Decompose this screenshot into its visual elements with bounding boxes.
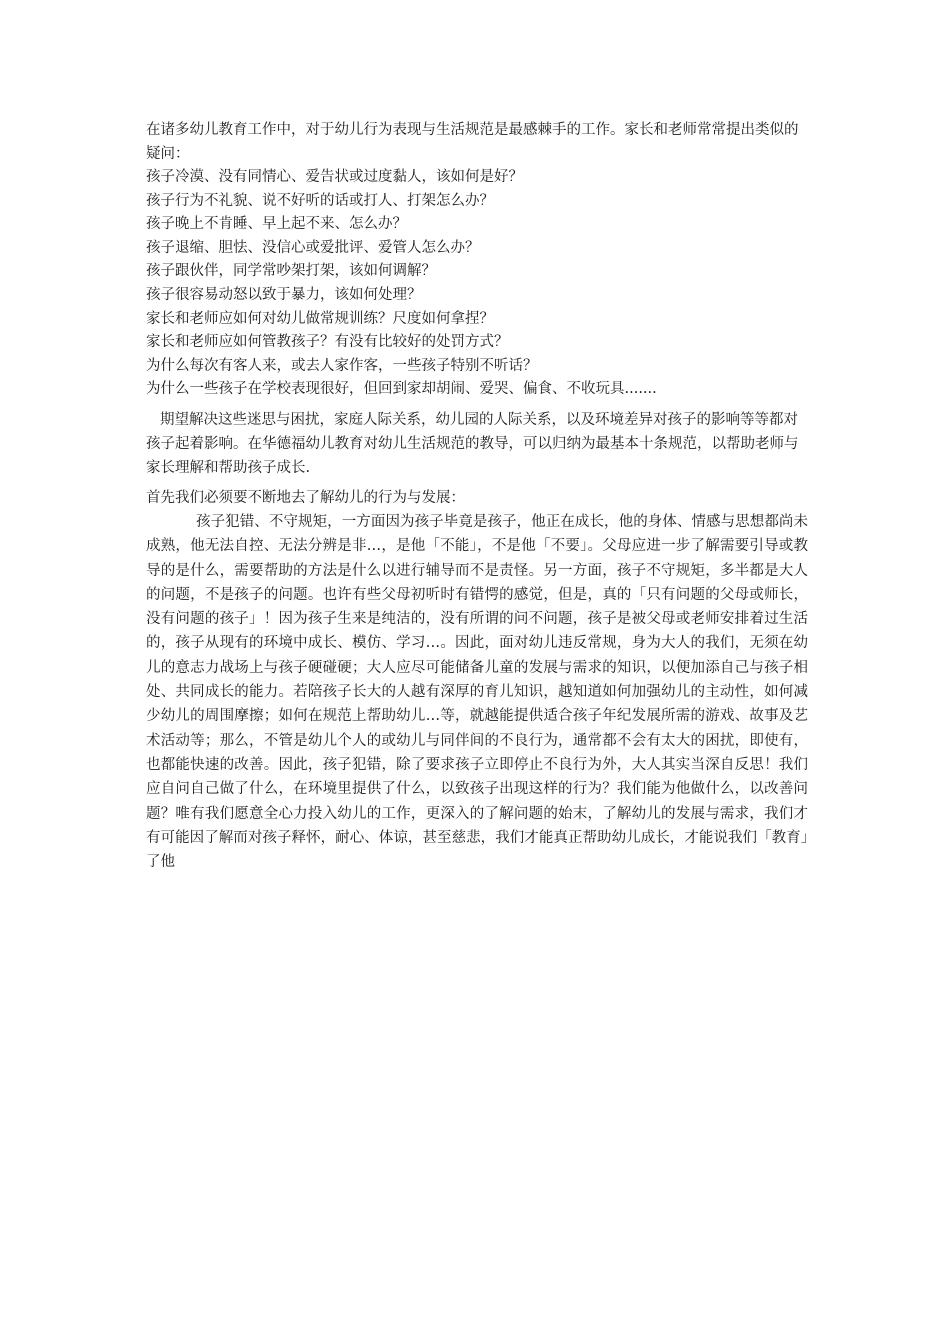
- question-item: 孩子冷漠、没有同情心、爱告状或过度黏人，该如何是好？: [146, 169, 523, 185]
- question-item: 孩子很容易动怒以致于暴力，该如何处理？: [146, 286, 422, 303]
- intro-section: [146, 118, 808, 166]
- question-item: 孩子行为不礼貌、说不好听的话或打人、打架怎么办？: [146, 192, 494, 209]
- question-item: 孩子晚上不肯睡、早上起不来、怎么办？: [146, 216, 407, 233]
- question-item: 孩子跟伙伴，同学常吵架打架，该如何调解？: [146, 263, 436, 280]
- question-item: 为什么一些孩子在学校表现很好，但回到家却胡闹、爱哭、偏食、不收玩具.......: [146, 381, 657, 398]
- question-item: 家长和老师应如何管教孩子？有没有比较好的处罚方式？: [146, 334, 509, 351]
- intro-paragraph: 在诸多幼儿教育工作中，对于幼儿行为表现与生活规范是最感棘手的工作。家长和老师常常提出类似的疑问：: [146, 122, 799, 162]
- question-item: 为什么每次有客人来，或去人家作客，一些孩子特别不听话？: [146, 357, 538, 374]
- body-paragraph: 孩子犯错、不守规矩，一方面因为孩子毕竟是孩子，他正在成长，他的身体、情感与思想都尚未成熟，他无法自控、无法分辨是非…，是他「不能」，不是他「不要」。父母应进一步了解需要引导或教导的是什么，需要帮助的方法是什么以进行辅导而不是责怪。另一方面，孩子不守规矩，多半都是大人的问题，不是孩子的问题。也许有些父母初听时有错愕的感觉，但是，真的「只有问题的父母或师长，没有问题的孩子」！因为孩子生来是纯洁的，没有所谓的问不问题，孩子是被父母或老师安排着过生活的，孩子从现有的环境中成长、模仿、学习…。因此，面对幼儿违反常规，身为大人的我们，无须在幼儿的意志力战场上与孩子硬碰硬；大人应尽可能储备儿童的发展与需求的知识，以便加添自己与孩子相处、共同成长的能力。若陪孩子长大的人越有深厚的育儿知识，越知道如何加强幼儿的主动性，如何减少幼儿的周围摩擦；如何在规范上帮助幼儿…等，就越能提供适合孩子年纪发展所需的游戏、故事及艺术活动等；那么，不管是幼儿个人的或幼儿与同伴间的不良行为，通常都不会有太大的困扰，即使有，也都能快速的改善。因此，孩子犯错，除了要求孩子立即停止不良行为外，大人其实当深自反思！我们应自问自己做了什么，在环境里提供了什么，以致孩子出现这样的行为？我们能为他做什么，以改善问题？唯有我们愿意全心力投入幼儿的工作，更深入的了解问题的始末，了解幼儿的发展与需求，我们才有可能因了解而对孩子释怀，耐心、体谅，甚至慈悲，我们才能真正帮助幼儿成长，才能说我们「教育」了他: [146, 513, 808, 871]
- question-list: [146, 166, 808, 402]
- question-item: 孩子退缩、胆怯、没信心或爱批评、爱管人怎么办？: [146, 239, 480, 256]
- expectation-paragraph: 期望解决这些迷思与困扰，家庭人际关系，幼儿园的人际关系，以及环境差异对孩子的影响等等都对孩子起着影响。在华德福幼儿教育对幼儿生活规范的教导，可以归纳为最基本十条规范，以帮助老师与家长理解和帮助孩子成长.: [146, 411, 799, 476]
- question-item: 家长和老师应如何对幼儿做常规训练？尺度如何拿捏？: [146, 310, 494, 327]
- lead-sentence: 首先我们必须要不断地去了解幼儿的行为与发展：: [146, 489, 465, 506]
- document-page: [146, 118, 808, 874]
